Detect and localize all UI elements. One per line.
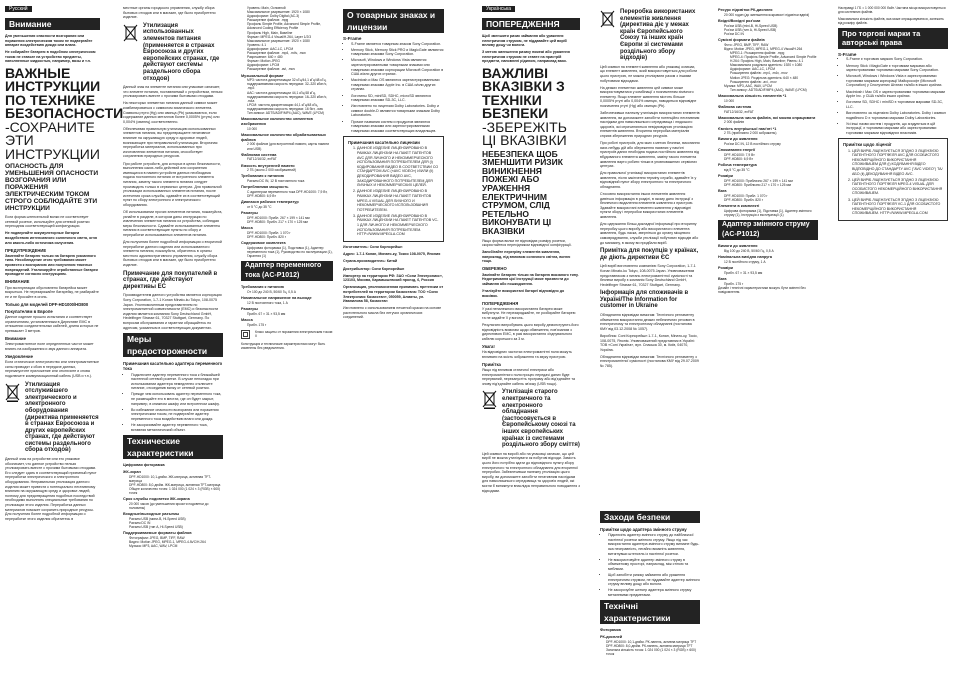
battery-text-4: При работе устройств, для которых в целях безопасности, выполнения каких-либо действий или сохранения имеющихся в памяти устройств данных необходима подача постоянного питания от встроенного элемента питания, замену такого элемента питания следует производить только в сервисных центрах. Для правильной утилизации использованных элементов питания, после истечения срока службы, сдавайте их в соответствующий пункт по сбору электронного и электрического оборудования.: [123, 161, 222, 207]
list-item: • Memory Stick і MagicGate є торговими марками або зареєстрованими торговими марками Sony Corporation.: [846, 64, 948, 73]
section-band-warning-ua: ПОПЕРЕДЖЕННЯ: [482, 18, 580, 30]
weee-block: [5, 382, 100, 455]
weee-text: Данный знак на устройстве или его упаковке обозначает, что данное устройство нельзя утилизировать вместе с прочими бытовыми отходами. Его следует сдать в соответствующий приемный пункт переработки электрического и электронного оборудования. Неправильная утилизация данного изделия может привести к потенциально негативному влиянию на окружающую среду и здоровье людей, поэтому для предотвращения подобных последствий необходимо выполнять специальные требования по утилизации этого изделия. Переработка данных материалов поможет сохранить природные ресурсы. Для получения более подробной информации о переработке этого изделия обратитесь в: [5, 457, 97, 521]
spec-power-value-ua: Роз'єм DC IN, 12 В постійного струму: [724, 142, 781, 147]
spec-line: Расширение файлов: .mpg: [247, 18, 289, 23]
spec-memory-heading: Емкость внутренней памяти: [241, 163, 295, 168]
list-item: • Виготовлено за ліцензією Dolby Laboratories. Dolby і символ подвійного D є торговими марками Dolby Laboratories.: [846, 111, 948, 120]
spec-weight-value: DPF-HD1000: Прибл. 1 070 г DPF-HD800: Прибл. 820 г: [247, 230, 291, 240]
spec-temp-value-ua: від 5 °C до 35 °C: [724, 168, 750, 173]
adapter-notes-list-ua: [600, 533, 700, 597]
adapter-line: Прибл. 67 × 31 × 93,5 мм: [247, 311, 286, 316]
spec-line: MP3: частота дискретизации 32 кГц/44,1 кГц/48 кГц, поддерживаемая скорость передачи: 32–320 кбит/с, .mp3: [247, 78, 328, 91]
spec-lcd-heading: ЖК-экран: [123, 469, 141, 474]
spec-line: Расширение файлов: .mp4, .m4v, .mov: [247, 51, 306, 56]
spec-io-value: Разъем USB (мини-B, Hi-Speed USB) Разъем DC IN Разъем USB (тип A, Hi-Speed USB): [129, 517, 186, 530]
europe-text: Данное изделие прошло испытания и соответствует ограничениям, установленным в Директиве EMC в отношении соединительных кабелей, длина которых не превышает 3 метров.: [5, 315, 99, 333]
list-item: • S-Frame является товарным знаком Sony Corporation.: [351, 42, 444, 47]
ukraine-info-text: Обладнання відповідає вимогам: Технічного регламенту обмеження використання деяких небезпечних речовин в електричному та електронному обладнанні (постанова КМУ від 03.12.2008 № 1057).: [600, 313, 695, 331]
spec-change-note-ua: Дизайн і технічні характеристики можуть бути змінені без повідомлення.: [718, 285, 806, 294]
spec-frame-ua: Фоторамка: [600, 628, 621, 633]
spec-line: Формат: Motion JPEG: [247, 59, 280, 64]
list-item: • Не закорочуйте штекер адаптера змінного струму металевими предметами.: [608, 588, 700, 597]
europe-heading: Покупателям в Европе: [5, 308, 53, 314]
spec-max-files-heading: Максимальное количество обрабатываемых файлов: [241, 132, 327, 142]
column-9: [838, 6, 948, 670]
column-1: [5, 6, 124, 670]
maker-line: Организация, уполномоченная принимать претензии от потребителей на территории Казахстана: ТОО «Сони Электроникс Казахстан», 050059, Алматы, ул. Иванилова 58, Казахстан: [343, 285, 444, 304]
spec-line: Motion JPEG: Роздільна здатність: 640 × 480: [730, 75, 799, 80]
spec-line: Вхідні/Вихідні роз'єми: [718, 18, 761, 23]
language-tab-russian: Русский: [5, 6, 32, 12]
eu-customers-heading: Примечание для покупателей в странах, где действуют директивы ЕС: [123, 270, 218, 290]
adapter-line: Номінальна вихідна напруга: [718, 255, 772, 260]
license-notes-box: [343, 136, 444, 242]
safety-title-main: ВАЖНЫЕ ИНСТРУКЦИИ ПО ТЕХНИКЕ БЕЗОПАСНОСТИ: [5, 64, 124, 122]
adapter-notes-list: [123, 373, 223, 433]
spec-dims-value: DPF-HD1000: Прибл. 267 × 199 × 141 мм DPF-HD800: Прибл. 217 × 170 × 125 мм: [247, 215, 310, 225]
adapter-line: Розміри: [718, 265, 734, 270]
warning-heading: ПРЕДУПРЕЖДЕНИЕ: [5, 247, 47, 253]
list-item: • Microsoft, Windows і Windows Vista є зареєстрованими торговими марками корпорації Майкрософт (Microsoft Corporation) у Сполучених Штатах та/або в інших країнах.: [846, 74, 948, 88]
column-4: [343, 6, 444, 670]
spec-power-heading-ua: Вимоги до живлення: [718, 137, 758, 142]
adapter-line: От 100 до 240 В, 50/60 Гц, 0,5 А: [247, 290, 296, 294]
spec-contents-heading-ua: Елементи в комплекті: [718, 204, 760, 209]
notice2-text: Если статическое электричество или электромагнитные силы приводят к сбою в передаче данных, перезапустите приложение или отключите и снова подключите коммуникационный кабель (USB и т.п.).: [5, 360, 100, 378]
adapter-line: 12 В постоянного тока, 1 A: [247, 300, 288, 305]
spec-line: Уровень: 4.1: [247, 42, 267, 47]
spec-line: Аудиоформат: AAC-LC, LPCM: [247, 46, 294, 51]
eu-customers-heading-ua: Примітка для покупців у країнах, де діють директиви ЄС: [600, 248, 699, 261]
list-item: • Прочие названия систем и продуктов являются товарными знаками или зарегистрированными товарными знаками соответствующих владельцев.: [351, 120, 444, 134]
danger-notice-ua: НЕБЕЗПЕКА ЩОБ ЗМЕНШИТИ РИЗИК ВИНИКНЕННЯ ПОЖЕЖІ АБО УРАЖЕННЯ ЕЛЕКТРИЧНИМ СТРУМОМ, СЛІД РЕТЕЛЬНО ВИКОНУВАТИ ЦІ ВКАЗІВКИ: [482, 148, 563, 236]
battery-text-ua-6: Стосовно використання інших елементів живлення дивіться інформацію в розділі, в якому дано інструкції з безпечного видалення елементів живлення з пристрою. Здавайте використані елементи живлення у відповідні пункти збору і переробки використаних елементів живлення.: [600, 192, 694, 220]
list-item: 2. ДАННОЕ ИЗДЕЛИЕ ЛИЦЕНЗИРОВАНО В РАМКАХ ЛИЦЕНЗИИ НА ПАКЕТ ПАТЕНТОВ MPEG-4 VISUAL ДЛЯ ЛИЧНОГО И НЕКОММЕРЧЕСКОГО ИСПОЛЬЗОВАНИЯ ПОТРЕБИТЕЛЕМ.: [357, 189, 439, 212]
attention-heading-ua: Увага!: [482, 344, 495, 349]
list-item: • Логотипи SD, SDHC і miniSD є торговими марками SD-3C, LLC.: [846, 100, 948, 109]
intro-warning-2: Не собирайте батарею в подобном электрическом током не ставьте на устройство предметы, наполненные жидкостью, например, вазы и т.п.: [5, 50, 96, 64]
caution-heading-ua: ОБЕРЕЖНО: [482, 266, 507, 272]
notice-heading-ua: Примітка: [482, 361, 501, 367]
spec-line: Тип записи: ADTS/ADIF/MP4 (AAC), WAVE (LPCM): [247, 111, 324, 116]
warning-text-ua: У разі неналежного використання батарея може вибухнути. Не перезаряджайте, не розбирайте батарею та не кидайте її у вогонь.: [482, 306, 576, 321]
section-band-trademarks: О товарных знаках и лицензии: [343, 9, 444, 33]
spec-line: Розширення файлів: .mp4, .m4v, .mov: [730, 71, 788, 76]
maker-line: Изготовитель: Сони Корпорейшн: [343, 245, 403, 250]
spec-line: Відео: Motion JPEG, MPEG-1, MPEG-4 Visual/H.264: [724, 46, 803, 51]
spec-consumption-value-ua: DPF-HD1000: 7,9 Вт DPF-HD800: 6,9 Вт: [724, 153, 755, 162]
eu-customers-text: Производителем данного устройства является корпорация Sony Corporation, 1-7-1 Konan Minato-ku Tokyo, 108-0075 Japan. Уполномоченным представителем по электромагнитной совместимости (EMC) и безопасности изделия является компания Sony Deutschland GmbH, Hedelfinger Strasse 61, 70327 Stuttgart, Germany. По вопросам обслуживания и гарантии обращайтесь по адресам, указанным в соответствующих документах.: [123, 293, 222, 330]
spec-max-files-heading-ua: Максимальна число файлів, які можна опрацювати: [718, 115, 816, 120]
section-band-warning: Внимание: [5, 18, 100, 30]
specs-block: [123, 463, 223, 548]
spec-line: MPEG-1: Розширення файлів: .mpg: [730, 50, 785, 55]
language-tab-ukrainian: Українська: [482, 6, 515, 12]
spec-line: 20 000 годин (до зменшення яскравості підсвітки вдвічі): [724, 12, 810, 17]
license-notes-title: Примечания касательно лицензии: [348, 140, 420, 146]
adapter-line: Від 100 до 240 В, 50/60 Гц, 0,5 А: [724, 248, 774, 253]
intro-warning-ua-2: З метою зменшення ризику пожежі або ураження електричним струмом не ставте на пристрій предмети, наповнені рідиною, наприклад вази.: [482, 50, 570, 64]
battery-text-ua-7: Для одержання більш докладної інформації про вторинну переробку цього виробу або використаного елемента живлення, будь ласка, зверніться до органу місцевого самоврядування, служби утилізації побутових відходів або до магазину, в якому ви придбали виріб.: [600, 222, 699, 245]
spec-formats-value: Фотографии: JPEG, BMP, TIFF, RAW Видео: Motion JPEG, MPEG-1, MPEG-4 AVC/H.264 Музыка: MP3, AAC, WAV, LPCM: [129, 536, 206, 549]
battery-text-3: Обеспечивая правильную утилизацию использованных элементов питания, вы предотвращаете негативное влияние на окружающую среду и здоровье людей, возникающее при неправильной утилизации. Вторичная переработка материалов, использованных при изготовлении элементов питания, способствует сохранению природных ресурсов.: [123, 126, 218, 159]
spec-line: Максимальное разрешение: 1920 × 1080: [247, 38, 310, 43]
plug-adapter-text-ua: Якщо форма вилки не відповідає розміру розетки, скористайтеся перехідником відповідної конфігурації.: [482, 238, 572, 248]
footnote: Насправді 1 ГБ = 1 000 000 000 байт. Частина місця використовується для системних файлів.: [838, 6, 946, 15]
crossed-bin-icon: [482, 389, 497, 409]
section-band-adapter: Адаптер переменного тока (AC-P1012): [241, 261, 333, 281]
spec-frame: Цифровая фоторамка: [123, 463, 165, 468]
ukraine-info-heading: Інформація для споживачів в Україні/The Information for customer in Ukraine: [600, 290, 689, 310]
spec-contents-heading: Содержимое комплекта: [241, 241, 286, 246]
spec-consumption-heading: Потребляемая мощность: [241, 185, 289, 190]
battery-heat-warning: Не подвергайте аккумуляторные батареи воздействию интенсивного солнечного света, огня или какого-либо источника излучения.: [5, 231, 97, 245]
license-notes-box-ua: [838, 138, 948, 221]
spec-line: Фото: JPEG, BMP, TIFF, RAW: [724, 42, 769, 47]
crossed-bin-icon: [123, 23, 138, 43]
list-item: 1. ЦЕЙ ВИРІБ ЛІЦЕНЗУЄТЬСЯ ЗГІДНО З ЛІЦЕНЗІЄЮ ПАТЕНТНОГО ПОРТФЕЛЯ AVC ДЛЯ ОСОБИСТОГО НЕКОМЕРЦІЙНОГО ВИКОРИСТАННЯ СПОЖИВАЧЕМ ДЛЯ (i) КОДУВАННЯ ВІДЕО ВІДПОВІДНО ДО СТАНДАРТУ AVC ("AVC VIDEO") ТА/АБО (ii) ДЕКОДУВАННЯ ВІДЕО AVC.: [852, 149, 943, 177]
spec-contents-value: Цифровая фоторамка (1), Подставка (1), Адаптер переменного тока (1), Руководство по эксплуатации (1), Гарантия (1): [247, 245, 333, 259]
spec-line: Музика: MP3, AAC, WAV, LPCM: [724, 83, 772, 88]
maker-line: Дистрибьютор: Сони Корпорейшн: [343, 266, 405, 271]
intro-warning: Для уменьшения опасности возгорания или поражения электрическим током не подвергайте аппарат воздействию дождя или влаги.: [5, 34, 93, 48]
spec-line: Тип запису: ADTS/ADIF/MP4 (AAC), WAVE (LPCM): [730, 87, 807, 92]
list-item: • Не закорачивайте адаптер переменного тока, вставляя металлический объект.: [131, 423, 223, 432]
spec-consumption-value: С адаптером переменного тока DPF-HD1000: 7,9 Вт, DPF-HD800: 6,9 Вт: [247, 190, 328, 199]
spec-line: Расширение файлов: .avi, .mov: [247, 67, 296, 72]
spec-line: Разрешение: 640 × 480: [247, 55, 283, 60]
adapter-line: Номинальное напряжение на выходе: [241, 296, 312, 301]
eu-customers-text-ua: Цей виріб виготовлено компанією Sony Corporation, 1-7-1 Konan Minato-ku Tokyo, 108-0075 Japan. Уповноваженим представником з питань електромагнітної сумісності та безпеки виробу є компанія Sony Deutschland GmbH, Hedelfinger Strasse 61, 70327 Stuttgart, Germany.: [600, 264, 696, 287]
adapter-line: Вага: [718, 276, 727, 281]
spec-memory-value-ua: 2 ГБ (приблизно 2 000 зображень): [724, 131, 777, 136]
spec-dims-value-ua: DPF-HD1000: Приблизно 267 × 199 × 141 мм DPF-HD800: Приблизно 217 × 170 × 125 мм: [724, 179, 793, 188]
intro-warning-ua: Щоб зменшити ризик займання або ураження електричним струмом, не піддавайте цей виріб впливу дощу чи вологи.: [482, 34, 567, 48]
crossed-bin-icon: [600, 9, 615, 29]
section-band-trademarks-ua: Про торгові марки та авторські права: [838, 28, 948, 49]
spec-backlight-value: 20 000 часов (до уменьшения яркости подсветки до половины): [129, 502, 209, 511]
list-item: • Microsoft, Windows и Windows Vista являются зарегистрированными товарными знаками или товарными знаками корпорации Microsoft Corporation в США и/или других странах.: [351, 58, 444, 76]
adapter-line: Прибл. 175 г: [724, 281, 744, 286]
battery-disposal-title-ua: Переробка використаних елементів живлення (директива діє у межах країн Європейського Союзу та інших країн Європи зі системами роздільного збору відходів): [620, 9, 696, 62]
spec-max-files-value: 2 000 файлов (для встроенной памяти, карты памяти или USB): [247, 142, 330, 151]
trademark-list: [343, 42, 444, 134]
spec-temp-heading-ua: Робоча температура: [718, 163, 757, 168]
notice-text-ua: Якщо під впливом статичної електрики або електромагнітного поля процес передачі даних буде перерваний, перезапустіть програму або від'єднайте та знову під'єднайте кабель зв'язку (USB тощо).: [482, 368, 576, 386]
list-item: • Изготовлено по лицензии Dolby Laboratories. Dolby и символ double-D являются товарными знаками Dolby Laboratories.: [351, 104, 444, 118]
maker-line: Импортер на территории РФ: ЗАО «Сони Электроникс», 123103, Москва, Карамышевский проезд, 6, Россия: [343, 273, 443, 283]
notice-text: Электромагнитное поле определенных частот может влиять на изображения и звук данного аппарата.: [5, 342, 94, 351]
adapter-line: 12 В постійного струму, 1 A: [724, 259, 766, 264]
battery-text-2: На некоторых элементах питания данный символ может комбинироваться с символом химического элемента. Символы ртути (Hg) или свинца (Pb) указываются, если содержание данных металлов более 0,0005% (ртуть) или 0,004% (свинец) соответственно.: [123, 101, 220, 124]
list-item: 3. ЦЕЙ ВИРІБ ЛІЦЕНЗУЄТЬСЯ ЗГІДНО З ЛІЦЕНЗІЄЮ ПАТЕНТНОГО ПОРТФЕЛЯ VC-1 ДЛЯ ОСОБИСТОГО НЕКОМЕРЦІЙНОГО ВИКОРИСТАННЯ СПОЖИВАЧЕМ. HTTP://WWW.MPEGLA.COM: [852, 198, 943, 216]
model-line: Только для моделей DPF-HD1000/HD800: [5, 301, 89, 307]
class-ii-row: [241, 330, 333, 339]
spec-max-files-value-ua: 2 000 файлів: [724, 120, 744, 125]
warning-text: Заменяйте батарею только на батарею указанного типа. Несоблюдение этого требования может привести к возгоранию или получению тяжелых повреждений. Утилизируйте отработанные батареи проводите согласно инструкциям.: [5, 253, 98, 277]
spec-max-elements-heading-ua: Максимальна кількість елементів *1: [718, 93, 787, 98]
safety-title: [5, 64, 124, 162]
list-item: • Memory Stick, Memory Stick PRO и MagicGate являются товарными знаками Sony Corporation.: [351, 48, 444, 57]
spec-line: Профиль Simple Profile, Advanced Simple Profile, Advanced Coding Efficiency Profile: [247, 22, 321, 31]
plug-adapter-text: Если форма штепсельной вилки не соответствует сетевой розетке, используйте для сетевой розетки переходник соответствующей конфигурации.: [5, 215, 90, 229]
ukraine-info-text-3: Обладнання відповідає вимогам: Технічного регламенту з електромагнітної сумісності (постанова КМУ від 29.07.2009 № 785).: [600, 354, 699, 368]
spec-backlight-heading: Срок службы подсветки ЖК-экрана: [123, 497, 190, 502]
list-item: 2. ЦЕЙ ВИРІБ ЛІЦЕНЗУЄТЬСЯ ЗГІДНО З ЛІЦЕНЗІЄЮ ПАТЕНТНОГО ПОРТФЕЛЯ MPEG-4 VISUAL ДЛЯ ОСОБИСТОГО НЕКОМЕРЦІЙНОГО ВИКОРИСТАННЯ СПОЖИВАЧЕМ.: [852, 178, 943, 196]
spec-line: Роз'єм USB (тип A, Hi-Speed USB): [724, 27, 777, 32]
notice-heading: Внимание: [5, 336, 26, 342]
spec-line: H.264: Профіль High, Main, Baseline; Рівень: 4.1: [730, 59, 804, 64]
weee-text-ua: Цей символ на виробі або на упаковці означає, що цей виріб не можна утилізувати як побутові відходи. Замість цього його потрібно здати до відповідного пункту збору електричного та електронного обладнання для вторинної переробки. Забезпечивши належну утилізацію цього виробу, ви допоможете запобігти негативним наслідкам для навколишнього середовища та здоров'я людей, які могли б виникнути внаслідок неправильного поводження з відходами.: [482, 451, 580, 493]
spec-memory-value: 2 ГБ (около 2 000 изображений): [247, 168, 297, 173]
adapter-line: Требования к питанию: [241, 285, 284, 290]
spec-lcd-value-ua: DPF-HD1000: 10,1-дюйм. РК-панель, активна матриця TFT DPF-HD800: 8,0-дюйм. РК-панель, активна матриця TFT Загальна кількість точок: 1 024 000 (1 024 × 3 (RGB) × 600) точок: [606, 640, 697, 657]
crossed-bin-icon: [5, 382, 20, 402]
spec-max-elements-value: 10 000: [247, 126, 258, 131]
battery-text-ua-3: Забезпечивши належну утилізацію використаних елементів живлення, ви допоможете запобігти потенційно негативним наслідкам для навколишнього середовища і людського здоров'я, які спричиняються невідповідною утилізацією елементів живлення. Вторинна переробка матеріалів сприяє збереженню природних ресурсів.: [600, 111, 700, 139]
spec-line: Максимальное разрешение: 1920 × 1080: [247, 10, 310, 15]
trademark-list-ua: [838, 57, 948, 135]
column-2: [123, 6, 223, 670]
column-8: [718, 6, 818, 670]
battery-text-ua-4: При роботі пристроїв, для яких з метою безпеки, виконання яких-небудь дій або збереження наявних у пам'яті пристроїв даних необхідна подача постійного живлення від вбудованого елемента живлення, заміну такого елемента живлення варто робити тільки в уповноважених сервісних центрах.: [600, 141, 700, 169]
list-item: 1. ДАННОЕ ИЗДЕЛИЕ ЛИЦЕНЗИРОВАНО В РАМКАХ ЛИЦЕНЗИИ НА ПАКЕТ ПАТЕНТОВ AVC ДЛЯ ЛИЧНОГО И НЕКОММЕРЧЕСКОГО ИСПОЛЬЗОВАНИЯ ПОТРЕБИТЕЛЕМ ДЛЯ (i) КОДИРОВАНИЯ ВИДЕО В СООТВЕТСТВИИ СО СТАНДАРТОМ AVC («AVC VIDEO») И/ИЛИ (ii) ДЕКОДИРОВАНИЯ ВИДЕО AVC, ЗАКОДИРОВАННОГО ПОТРЕБИТЕЛЕМ ДЛЯ ЛИЧНЫХ И НЕКОММЕРЧЕСКИХ ЦЕЛЕЙ.: [357, 146, 439, 187]
disposal-continued: местные органы городского управления, службу сбора бытовых отходов или в магазин, где было приобретено изделие.: [123, 6, 216, 20]
battery-text-ua-1: Цей символ на елементі живлення або упаковці означає, що елемент живлення, який використовується для роботи цього пристрою, не можна утилізувати разом з іншими побутовими відходами.: [600, 64, 698, 83]
spec-fs-heading-ua: Файлова система: [718, 104, 752, 109]
list-item: • Підключіть адаптер змінного струму до найближчої настінної розетки змінного струму. Якщо під час використання адаптера змінного струму виникне будь-яка несправність, негайно вимкніть живлення, витягнувши штепсель із настінної розетки.: [608, 533, 700, 556]
spec-line: Формат: MPEG-4 Visual/H.264, Layer 1/2/3: [247, 34, 312, 39]
battery-disposal-block-ua: [600, 9, 700, 62]
spec-max-elements-heading: Максимальное количество элементов изображения: [241, 117, 313, 126]
spec-fs-value: FAT12/16/32, exFAT: [247, 157, 277, 162]
adapter-line: Размеры: [241, 306, 258, 311]
spec-line: MPEG-4: Профіль Simple Profile, Advanced Simple Profile: [730, 55, 817, 60]
spec-weight-value-ua: DPF-HD1000: Прибл. 1 070 г DPF-HD800: Прибл. 820 г: [724, 194, 768, 203]
warning-heading-ua: ПОПЕРЕДЖЕННЯ: [482, 300, 519, 306]
double-square-icon: [241, 330, 250, 339]
spec-music-heading: Музыкальный формат: [241, 73, 284, 78]
emc-text-ua: Результати випробувань цього виробу демонструють його відповідність вимогам щодо обмеження, пов’язаним з директивою EMC, в разі використання з'єднувального кабелю коротшого за 3 м.: [482, 323, 579, 341]
spec-line: Ресурс підсвітки РК-дисплея: [718, 8, 773, 12]
spec-fs-heading: Файловая система: [241, 152, 277, 157]
ukraine-info-text-2: Виробник: Соні Корпорейшн 1-7-1, Конан, Мінато-ку, Токіо, 108-0075, Японія. Уповноважений представник в Україні: ТОВ «Соні Україна», вул. Спаська 30, м. Київ, 04070, Україна.: [600, 333, 698, 352]
weee-block-ua: [482, 389, 580, 448]
battery-disposal-title: Утилизация использованных элементов питания (применяется в странах Евросоюза и других европейских странах, где действуют системы раздельного сбора отходов): [143, 22, 220, 82]
battery-text-5: Об использовании прочих элементов питания, пожалуйста, узнайте в разделе, в котором даны инструкции по извлечению элементов питания из устройства, соблюдая меры безопасности. Сдавайте использованные элементы питания в соответствующие пункты по сбору и переработке использованных элементов питания.: [123, 209, 223, 237]
spec-lcd-heading-ua: РК-дисплей: [600, 635, 623, 640]
list-item: • Логотипы SD, miniSD, SDHC, microSD являются товарными знаками SD-3C, LLC.: [351, 94, 444, 103]
safety-title-sub: -СОХРАНИТЕ ЭТИ ИНСТРУКЦИИ: [5, 118, 100, 162]
attention-heading: ВНИМАНИЕ: [5, 279, 30, 285]
spec-line: Аудіоформат: AAC-LC, LPCM: [730, 67, 776, 72]
weee-title-ua: Утилізація старого електричного та електронного обладнання (застосовується в Європейському союзі та інших європейських країнах із системами роздільного збору сміття): [502, 389, 580, 449]
list-item: • Во избежание опасности возгорания или поражения электрическим током, не подвергайте адаптер переменного тока воздействию влаги или дождя.: [131, 408, 223, 422]
specs-block-ua: [600, 628, 700, 656]
section-band-specs: Технические характеристики: [123, 435, 223, 459]
caution-text-ua: Заміняйте батарею тільки на батарею вказаного типу. Недотримання цієї інструкції може призвести до займання або пошкодження.: [482, 272, 579, 286]
list-item: • S-Frame є торговою маркою Sony Corporation.: [846, 57, 948, 62]
spec-line: Розширення файлів: .avi, .mov: [730, 79, 777, 84]
spec-max-elements-value-ua: 10 000: [724, 98, 735, 103]
s-frame-logo: S-Frame: [838, 51, 857, 57]
list-item: • Усі інші назви систем і продуктів, що згадуються в цій інструкції, є торговими марками або зареєстрованими торговими марками відповідних власників.: [846, 122, 948, 136]
spec-power-value: Разъем DC IN, 12 В постоянного тока: [247, 179, 305, 184]
weee-title: Утилизация отслужившего электрического и электронного оборудования (директива применяется в странах Евросоюза и других европейских странах, где действуют системы раздельного сбора отходов): [25, 381, 99, 454]
spec-formats-heading-ua: Сумісні формати файлів: [718, 37, 765, 42]
spec-change-note: Конструкция и технические характеристики могут быть изменены без уведомления.: [241, 341, 326, 350]
spec-lcd-value: DPF-HD1000: 10,1-дюйм. ЖК-матрица, активная TFT-матрица DPF-HD800: 8,0-дюйм. ЖК-матрица, активная TFT-матрица Общее количество точек: 1 024 000 (1 024 × 3 (RGB) × 600) точек: [129, 474, 221, 496]
battery-text-ua-5: Для правильної утилізації використаних елементів живлення, після закінчення терміну служби, здавайте їх у відповідний пункт збору електронного та електричного обладнання.: [600, 171, 697, 189]
list-item: • Подключите адаптер переменного тока к ближайшей настенной сетевой розетке. В случае неполадок при использовании адаптера немедленно отключите питание, отсоединив вилку от сетевой розетки.: [131, 373, 223, 391]
license-notes-title-ua: Примітки щодо ліцензії: [843, 142, 892, 148]
section-band-adapter-ua: Адаптер змінного струму (AC-P1012): [718, 220, 818, 240]
battery-text-6: Для получения более подробной информации о вторичной переработке данного изделия или использованного элемента питания, пожалуйста, обратитесь в органы местного административного управления, службу сбора бытовых отходов или в магазин, где было приобретено изделие.: [123, 240, 222, 267]
list-item: • Прежде чем использовать адаптер переменного тока, не размещайте его в местах, где он будет закрыт, например, в книжном шкафу или встроенном шкафу.: [131, 392, 223, 406]
spec-weight-heading-ua: Вага: [718, 189, 727, 194]
notice2-heading: Уведомление: [5, 353, 33, 359]
spec-line: LPCM: частота дискретизации 44,1 кГц/48 кГц, поддерживаемая скорость передачи: 16 бит, .wav: [247, 102, 324, 111]
maker-line: Адрес: 1-7-1 Конан, Минато-ку, Токио 108-0075, Япония: [343, 252, 441, 257]
spec-line: AAC: частота дискретизации 44,1 кГц/48 кГц, поддерживаемая скорость передачи: 16–320 кбит/с, .m4a: [247, 90, 328, 103]
caution-text-ua-2: Утилізуйте використані батареї відповідно до вказівок.: [482, 288, 565, 298]
adapter-line: Прибл. 67 × 31 × 93,5 мм: [724, 270, 763, 275]
battery-disposal-block: [123, 23, 223, 82]
spec-line: Аудиоформат: LPCM: [247, 63, 280, 68]
adapter-line: Масса: [241, 317, 253, 322]
section-band-precautions: Меры предосторожности: [123, 333, 223, 357]
adapter-line: Вимоги до живлення: [718, 244, 758, 249]
adapter-notes-heading-ua: Примітки щодо адаптера змінного струму: [600, 527, 687, 532]
ink-footer: Изготовлено с использованием печатной краски на основе растительного масла без летучих органических соединений.: [343, 306, 442, 320]
safety-title-ua: ВАЖЛИВІ ВКАЗІВКИ З ТЕХНІКИ БЕЗПЕКИ -ЗБЕРЕЖІТЬ ЦІ ВКАЗІВКИ: [482, 64, 567, 149]
column-5: [482, 6, 580, 670]
spec-temp-heading: Диапазон рабочих температур: [241, 200, 299, 205]
s-frame-logo: S-Frame: [343, 36, 362, 41]
spec-dims-heading-ua: Розміри: [718, 174, 734, 179]
spec-line: Максимальна роздільна здатність: 1920 × 1080: [730, 63, 803, 68]
spec-dims-heading: Размеры: [241, 211, 258, 216]
spec-weight-heading: Масса: [241, 226, 253, 231]
section-band-precautions-ua: Заходи безпеки: [600, 511, 700, 523]
spec-memory-heading-ua: Ємність внутрішньої пам'яті *1: [718, 126, 777, 131]
maker-line: Страна-производитель: Китай: [343, 259, 398, 264]
spec-fs-value-ua: FAT12/16/32, exFAT: [724, 109, 754, 114]
adapter-notes-heading: Примечания касательно адаптера переменного тока: [123, 361, 223, 372]
spec-contents-value-ua: Цифрова фоторамка (1), Підставка (1), Адаптер змінного струму (1), Інструкція з експлуатації (1): [724, 208, 812, 218]
spec-line: Роз'єм USB (mini-B, Hi-Speed USB): [724, 23, 778, 28]
spec-line: Роз'єм DC IN: [724, 31, 744, 36]
spec-line: Аудиоформат: Dolby Digital (AC-3): [247, 14, 300, 19]
danger-notice: ОПАСНОСТЬ ДЛЯ УМЕНЬШЕНИЯ ОПАСНОСТИ ВОЗГОРАНИЯ ИЛИ ПОРАЖЕНИЯ ЭЛЕКТРИЧЕСКИМ ТОКОМ СТРОГО СОБЛЮДАЙТЕ ЭТИ ИНСТРУКЦИИ: [5, 163, 99, 213]
spec-io-heading: Входные/выходные разъемы: [123, 512, 180, 517]
section-band-specs-ua: Технічні характеристики: [600, 600, 700, 624]
column-3: [241, 6, 333, 670]
spec-formats-heading: Поддерживаемые форматы файлов: [123, 531, 192, 536]
spec-temp-value: от 5 °C до 35 °C: [247, 205, 272, 210]
battery-text-ua-2: На деяких елементах живлення цей символ може використовуватися у комбінації з позначенням хімічного елементу. Якщо елемент живлення містить більше 0,0005% ртуті або 0,004% свинцю, наводиться відповідне позначення ртуті (Hg) або свинцю (Pb).: [600, 85, 697, 108]
list-item: • Щоб запобігти ризику займання або ураження електричним струмом, не піддавайте адаптер змінного струму впливу дощу або вологи.: [608, 573, 700, 587]
adapter-line: Прибл. 175 г: [247, 322, 267, 327]
attention-text: При эксплуатации обусловлено батарейка может вскрыться. Не перезаряжайте батарейку, не разбирайте ее и не бросайте в огонь.: [5, 285, 99, 299]
list-item: 3. ДАННОЕ ИЗДЕЛИЕ ЛИЦЕНЗИРОВАНО В РАМКАХ ЛИЦЕНЗИИ НА ПАКЕТ ПАТЕНТОВ VC-1 ДЛЯ ЛИЧНОГО И НЕКОММЕРЧЕСКОГО ИСПОЛЬЗОВАНИЯ ПОТРЕБИТЕЛЕМ. HTTP://WWW.MPEGLA.COM: [357, 214, 439, 237]
class-ii-text: Класс защиты от поражения электрическим током: II: [255, 329, 333, 338]
spec-line: Профиль High, Main, Baseline: [247, 30, 293, 35]
battery-heat-warning-ua: Запобігайте перегріву елементів живлення, наприклад, під впливом сонячного світла, вогню тощо.: [482, 250, 571, 264]
spec-line: Уровень: Main, Основной: [247, 6, 286, 10]
spec-power-heading: Требования к питанию: [241, 174, 284, 179]
battery-text-1: Данный знак на элементе питания или упаковке означает, что элемент питания, поставляемый с устройством, нельзя утилизировать вместе с прочими бытовыми отходами.: [123, 85, 223, 99]
list-item: • Macintosh і Mac OS є зареєстрованими торговими марками Apple Inc. у США та/або інших країнах.: [846, 90, 948, 99]
footnote: Максимальна кількість файлів, яка може опрацьовуватися, залежить від розміру файлів.: [838, 16, 944, 25]
column-7: [600, 508, 700, 668]
spec-consumption-heading-ua: Споживання енергії: [718, 148, 756, 153]
list-item: • Macintosh и Mac OS являются зарегистрированными товарными знаками Apple Inc. в США и/или других странах.: [351, 78, 444, 92]
attention-text-ua: На відповідних частотах електромагнітні поля можуть впливати на якість зображення та звуку пристрою.: [482, 350, 572, 359]
list-item: • Не використовуйте адаптер змінного струму в обмеженому просторі, наприклад, між стіною та меблями.: [608, 558, 700, 572]
